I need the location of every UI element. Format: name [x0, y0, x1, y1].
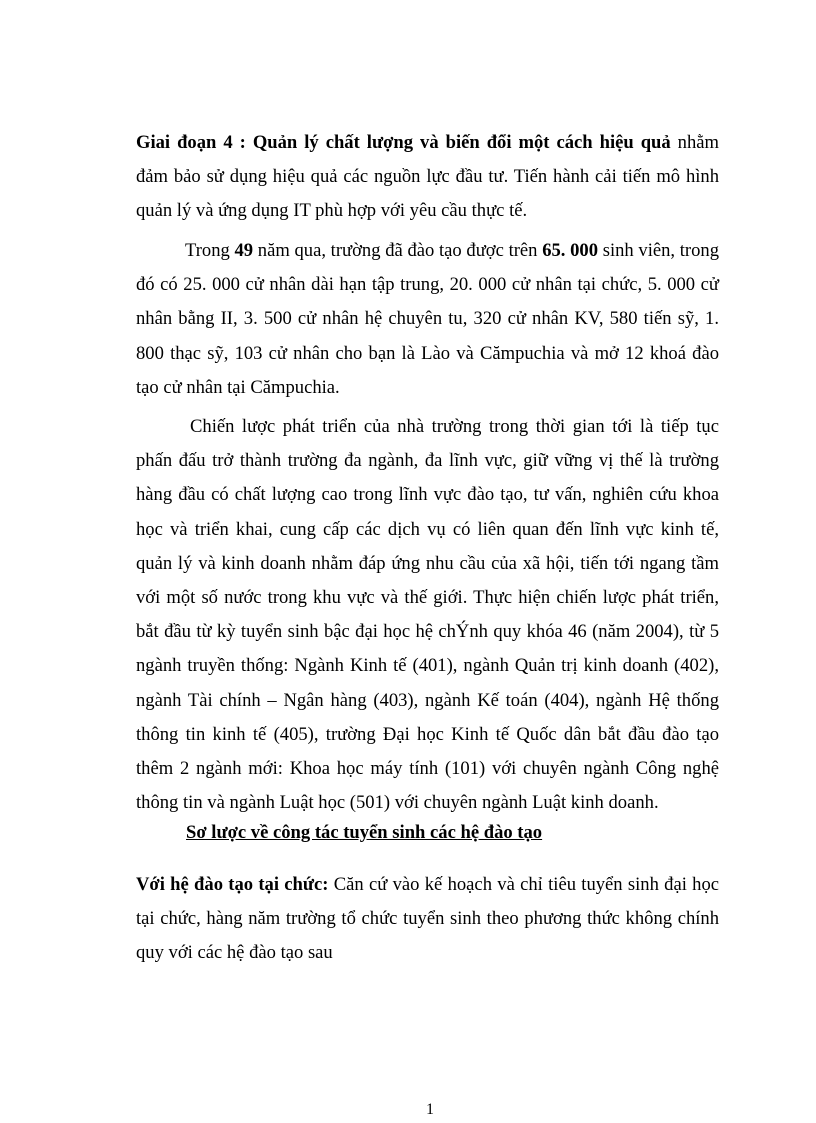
phase-4-title: Giai đoạn 4 : Quản lý chất lượng và biến đổi một cách hiệu quả: [136, 132, 671, 153]
paragraph-training-stats: [136, 234, 719, 405]
part-time-text: Căn cứ vào kế hoạch và chỉ tiêu tuyển sinh đại học tại chức, hàng năm trường tổ chức tuyển sinh theo phương thức không chính quy với các hệ đào tạo sau: [136, 874, 719, 964]
phase-4-text: nhằm đảm bảo sử dụng hiệu quả các nguồn lực đầu tư. Tiến hành cải tiến mô hình quản lý và ứng dụng IT phù hợp với yêu cầu thực tế.: [136, 132, 719, 222]
section-heading: Sơ lược về công tác tuyển sinh các hệ đào tạo: [186, 822, 543, 843]
stats-text-3: sinh viên, trong đó có 25. 000 cử nhân dài hạn tập trung, 20. 000 cử nhân tại chức, 5. 000 cử nhân bằng II, 3. 500 cử nhân hệ chuyên tu, 320 cử nhân KV, 580 tiến sỹ, 1. 800 thạc sỹ, 103 cử nhân cho bạn là Lào và Cămpuchia và mở 12 khoá đào tạo cử nhân tại Cămpuchia.: [136, 240, 720, 398]
page-number: 1: [426, 1101, 434, 1118]
part-time-label: Với hệ đào tạo tại chức:: [136, 874, 329, 895]
paragraph-strategy: Chiến lược phát triển của nhà trường trong thời gian tới là tiếp tục phấn đấu trở thành trường đa ngành, đa lĩnh vực, giữ vững vị thế là trường hàng đầu có chất lượng cao trong lĩnh vực đào tạo, tư vấn, nghiên cứu khoa học và triển khai, cung cấp các dịch vụ có liên quan đến lĩnh vực kinh tế, quản lý và kinh doanh nhằm đáp ứng nhu cầu của xã hội, tiến tới ngang tầm với một số nước trong khu vực và thế giới. Thực hiện chiến lược phát triển, bắt đầu từ kỳ tuyển sinh bậc đại học hệ chÝnh quy khóa 46 (năm 2004), từ 5 ngành truyền thống: Ngành Kinh tế (401), ngành Quản trị kinh doanh (402), ngành Tài chính – Ngân hàng (403), ngành Kế toán (404), ngành Hệ thống thông tin kinh tế (405), trường Đại học Kinh tế Quốc dân bắt đầu đào tạo thêm 2 ngành mới: Khoa học máy tính (101) với chuyên ngành Công nghệ thông tin và ngành Luật học (501) với chuyên ngành Luật kinh doanh.: [136, 416, 719, 814]
stats-students: 65. 000: [542, 240, 599, 261]
paragraph-phase-4: [136, 126, 719, 229]
stats-text-1: Trong: [185, 240, 235, 261]
stats-text-2: năm qua, trường đã đào tạo được trên: [253, 240, 543, 261]
stats-years: 49: [234, 240, 254, 261]
paragraph-part-time-training: [136, 868, 719, 971]
